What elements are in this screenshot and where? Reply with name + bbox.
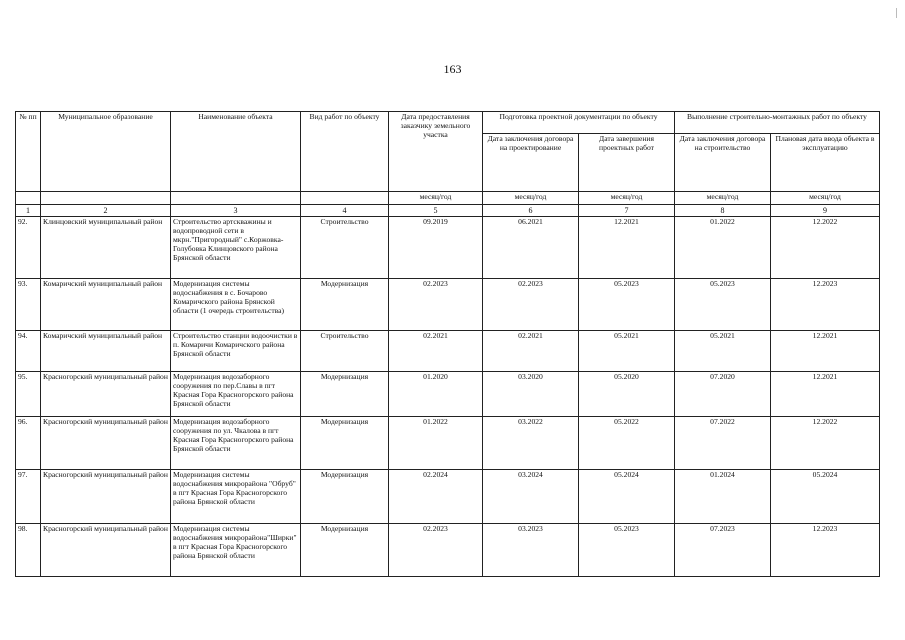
row-object: Строительство артскважины и водопроводной сети в мкрн."Пригородный" с.Коржовка-Голубовка Клинцовского района Брянской области <box>171 217 301 279</box>
row-num: 95. <box>16 372 41 417</box>
column-number: 5 <box>389 205 483 217</box>
table-row <box>16 524 880 577</box>
column-number: 7 <box>579 205 675 217</box>
column-number: 3 <box>171 205 301 217</box>
row-object: Модернизация водозаборного сооружения по ул. Чкалова в пгт Красная Гора Красногорского района Брянской области <box>171 417 301 470</box>
row-land-date: 09.2019 <box>389 217 483 279</box>
row-work-type: Модернизация <box>301 524 389 577</box>
row-construction-contract: 07.2022 <box>675 417 771 470</box>
row-design-contract: 02.2023 <box>483 279 579 331</box>
table-row <box>16 470 880 524</box>
row-construction-contract: 07.2023 <box>675 524 771 577</box>
row-planned-date: 12.2023 <box>771 279 880 331</box>
row-land-date: 01.2022 <box>389 417 483 470</box>
row-planned-date: 05.2024 <box>771 470 880 524</box>
row-construction-contract: 05.2021 <box>675 331 771 372</box>
row-design-complete: 05.2021 <box>579 331 675 372</box>
row-municipality: Красногорский муниципальный район <box>41 417 171 470</box>
row-design-contract: 03.2023 <box>483 524 579 577</box>
row-construction-contract: 07.2020 <box>675 372 771 417</box>
scan-edge-mark <box>896 8 897 18</box>
row-num: 98. <box>16 524 41 577</box>
header-municipality: Муниципальное образование <box>41 112 171 192</box>
row-land-date: 02.2024 <box>389 470 483 524</box>
row-design-contract: 06.2021 <box>483 217 579 279</box>
row-planned-date: 12.2023 <box>771 524 880 577</box>
row-num: 97. <box>16 470 41 524</box>
row-design-complete: 05.2024 <box>579 470 675 524</box>
header-design-group: Подготовка проектной документации по объекту <box>483 112 675 134</box>
row-work-type: Модернизация <box>301 470 389 524</box>
unit-label: месяц/год <box>483 192 579 205</box>
row-planned-date: 12.2021 <box>771 331 880 372</box>
row-num: 94. <box>16 331 41 372</box>
row-design-contract: 02.2021 <box>483 331 579 372</box>
row-municipality: Комаричский муниципальный район <box>41 279 171 331</box>
table-row <box>16 331 880 372</box>
row-work-type: Строительство <box>301 331 389 372</box>
unit-cell <box>41 192 171 205</box>
row-work-type: Строительство <box>301 217 389 279</box>
row-planned-date: 12.2022 <box>771 217 880 279</box>
row-municipality: Красногорский муниципальный район <box>41 470 171 524</box>
row-land-date: 02.2021 <box>389 331 483 372</box>
column-number: 6 <box>483 205 579 217</box>
unit-cell <box>16 192 41 205</box>
row-object: Модернизация водозаборного сооружения по пер.Славы в пгт Красная Гора Красногорского района Брянской области <box>171 372 301 417</box>
row-construction-contract: 01.2024 <box>675 470 771 524</box>
row-land-date: 02.2023 <box>389 524 483 577</box>
row-land-date: 01.2020 <box>389 372 483 417</box>
header-construction-group: Выполнение строительно-монтажных работ по объекту <box>675 112 880 134</box>
header-construction-contract: Дата заключения договора на строительство <box>675 134 771 192</box>
unit-cell <box>301 192 389 205</box>
unit-label: месяц/год <box>675 192 771 205</box>
header-land-date: Дата предоставления заказчику земельного участка <box>389 112 483 192</box>
header-num: № пп <box>16 112 41 192</box>
row-work-type: Модернизация <box>301 372 389 417</box>
row-design-complete: 12.2021 <box>579 217 675 279</box>
row-object: Строительство станции водоочистки в п. Комаричи Комаричского района Брянской области <box>171 331 301 372</box>
unit-cell <box>171 192 301 205</box>
table-row <box>16 417 880 470</box>
unit-label: месяц/год <box>579 192 675 205</box>
header-design-complete: Дата завершения проектных работ <box>579 134 675 192</box>
row-planned-date: 12.2022 <box>771 417 880 470</box>
row-design-complete: 05.2022 <box>579 417 675 470</box>
unit-label: месяц/год <box>389 192 483 205</box>
table-row <box>16 279 880 331</box>
table-row <box>16 217 880 279</box>
unit-label: месяц/год <box>771 192 880 205</box>
row-construction-contract: 01.2022 <box>675 217 771 279</box>
column-number: 9 <box>771 205 880 217</box>
row-design-contract: 03.2020 <box>483 372 579 417</box>
page-number: 163 <box>443 62 462 76</box>
table-row <box>16 372 880 417</box>
row-num: 93. <box>16 279 41 331</box>
header-object: Наименование объекта <box>171 112 301 192</box>
row-municipality: Красногорский муниципальный район <box>41 524 171 577</box>
row-construction-contract: 05.2023 <box>675 279 771 331</box>
row-municipality: Красногорский муниципальный район <box>41 372 171 417</box>
row-planned-date: 12.2021 <box>771 372 880 417</box>
row-object: Модернизация системы водоснабжения микрорайона "Обруб" в пгт Красная Гора Красногорского района Брянской области <box>171 470 301 524</box>
row-design-complete: 05.2023 <box>579 524 675 577</box>
header-design-contract: Дата заключения договора на проектирование <box>483 134 579 192</box>
row-municipality: Клинцовский муниципальный район <box>41 217 171 279</box>
investment-program-table <box>15 111 880 577</box>
row-work-type: Модернизация <box>301 279 389 331</box>
row-object: Модернизация системы водоснабжения микрорайона"Ширки" в пгт Красная Гора Красногорского района Брянской области <box>171 524 301 577</box>
header-work-type: Вид работ по объекту <box>301 112 389 192</box>
column-number: 1 <box>16 205 41 217</box>
column-number: 2 <box>41 205 171 217</box>
row-design-complete: 05.2020 <box>579 372 675 417</box>
header-planned-date: Плановая дата ввода объекта в эксплуатацию <box>771 134 880 192</box>
row-work-type: Модернизация <box>301 417 389 470</box>
row-design-complete: 05.2023 <box>579 279 675 331</box>
row-land-date: 02.2023 <box>389 279 483 331</box>
row-num: 96. <box>16 417 41 470</box>
row-object: Модернизация системы водоснабжения в с. Бочарово Комаричского района Брянской области (1 очередь строительства) <box>171 279 301 331</box>
column-number: 4 <box>301 205 389 217</box>
row-design-contract: 03.2022 <box>483 417 579 470</box>
column-number: 8 <box>675 205 771 217</box>
row-design-contract: 03.2024 <box>483 470 579 524</box>
row-municipality: Комаричский муниципальный район <box>41 331 171 372</box>
row-num: 92. <box>16 217 41 279</box>
